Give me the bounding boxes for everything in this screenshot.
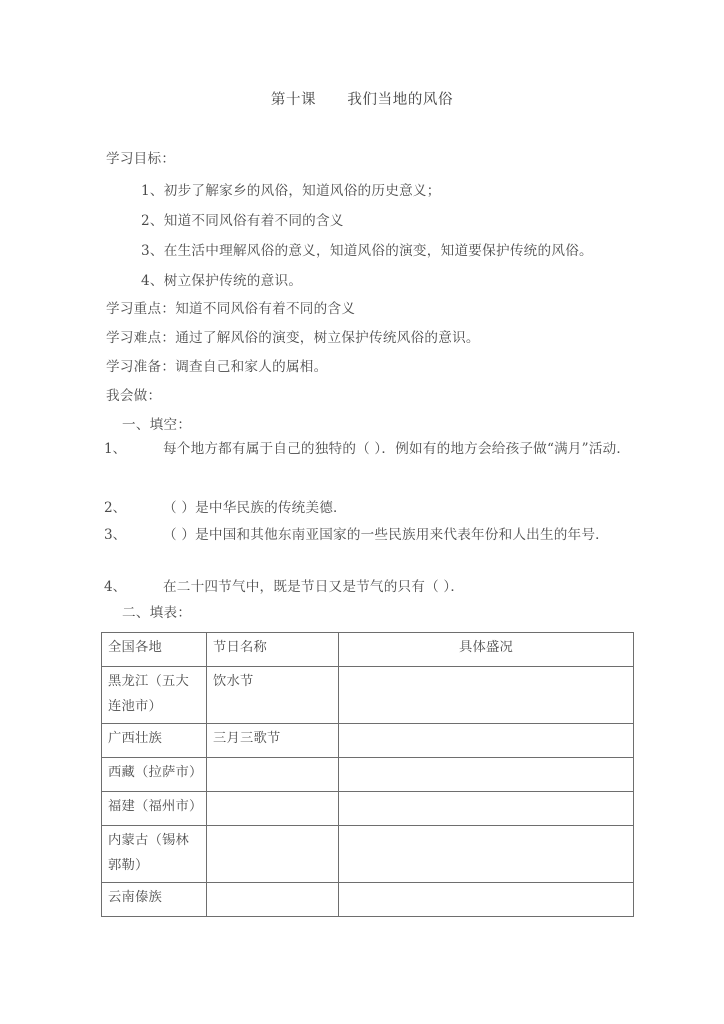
table-cell-region: 内蒙古（锡林郭勒）: [102, 826, 207, 883]
table-cell-detail[interactable]: [339, 724, 634, 758]
objective-item-3: 3、在生活中理解风俗的意义，知道风俗的演变，知道要保护传统的风俗。: [141, 243, 593, 259]
section-one-heading: 一、填空：: [122, 417, 192, 433]
table-cell-festival: 饮水节: [207, 667, 339, 724]
table-cell-detail[interactable]: [339, 826, 634, 883]
learning-preparation: 学习准备：调查自己和家人的属相。: [106, 359, 328, 375]
table-cell-detail[interactable]: [339, 667, 634, 724]
table-cell-detail[interactable]: [339, 792, 634, 826]
fill-item-number-2: 2、: [104, 500, 127, 516]
objective-item-1: 1、初步了解家乡的风俗，知道风俗的历史意义；: [141, 183, 441, 199]
fill-item-text-1: 每个地方都有属于自己的独特的（ ）．例如有的地方会给孩子做“满月”活动．: [163, 441, 631, 457]
table-row: [102, 724, 634, 758]
table-header-detail: 具体盛况: [339, 633, 634, 667]
learning-objectives-heading: 学习目标：: [106, 151, 176, 167]
fill-item-text-3: （ ）是中国和其他东南亚国家的一些民族用来代表年份和人出生的年号．: [163, 527, 609, 543]
customs-fill-table: [101, 632, 634, 917]
table-row: [102, 883, 634, 917]
fill-item-text-4: 在二十四节气中，既是节日又是节气的只有（ ）．: [163, 579, 465, 595]
table-cell-region: 西藏（拉萨市）: [102, 758, 207, 792]
table-cell-region: 黑龙江（五大连池市）: [102, 667, 207, 724]
fill-item-number-3: 3、: [104, 527, 127, 543]
objective-item-4: 4、树立保护传统的意识。: [141, 273, 303, 289]
table-row: [102, 826, 634, 883]
table-cell-region: 云南傣族: [102, 883, 207, 917]
table-cell-festival[interactable]: [207, 826, 339, 883]
objective-item-2: 2、知道不同风俗有着不同的含义: [141, 213, 344, 229]
table-header-row: [102, 633, 634, 667]
table-cell-region: 福建（福州市）: [102, 792, 207, 826]
table-row: [102, 667, 634, 724]
table-header-festival: 节日名称: [207, 633, 339, 667]
table-row: [102, 758, 634, 792]
section-two-heading: 二、填表：: [122, 605, 192, 621]
fill-item-number-1: 1、: [104, 441, 127, 457]
table-cell-festival[interactable]: [207, 758, 339, 792]
table-cell-region: 广西壮族: [102, 724, 207, 758]
table-row: [102, 792, 634, 826]
fill-item-text-2: （ ）是中华民族的传统美德．: [163, 500, 347, 516]
learning-key-point: 学习重点：知道不同风俗有着不同的含义: [106, 301, 356, 317]
table-cell-detail[interactable]: [339, 758, 634, 792]
i-will-do-heading: 我会做：: [106, 388, 162, 404]
table-header-region: 全国各地: [102, 633, 207, 667]
table-cell-detail[interactable]: [339, 883, 634, 917]
learning-difficulty: 学习难点：通过了解风俗的演变，树立保护传统风俗的意识。: [106, 330, 480, 346]
fill-item-number-4: 4、: [104, 579, 127, 595]
table-cell-festival[interactable]: [207, 792, 339, 826]
table-cell-festival[interactable]: [207, 883, 339, 917]
table-cell-festival: 三月三歌节: [207, 724, 339, 758]
page-title: 第十课 我们当地的风俗: [270, 92, 454, 108]
